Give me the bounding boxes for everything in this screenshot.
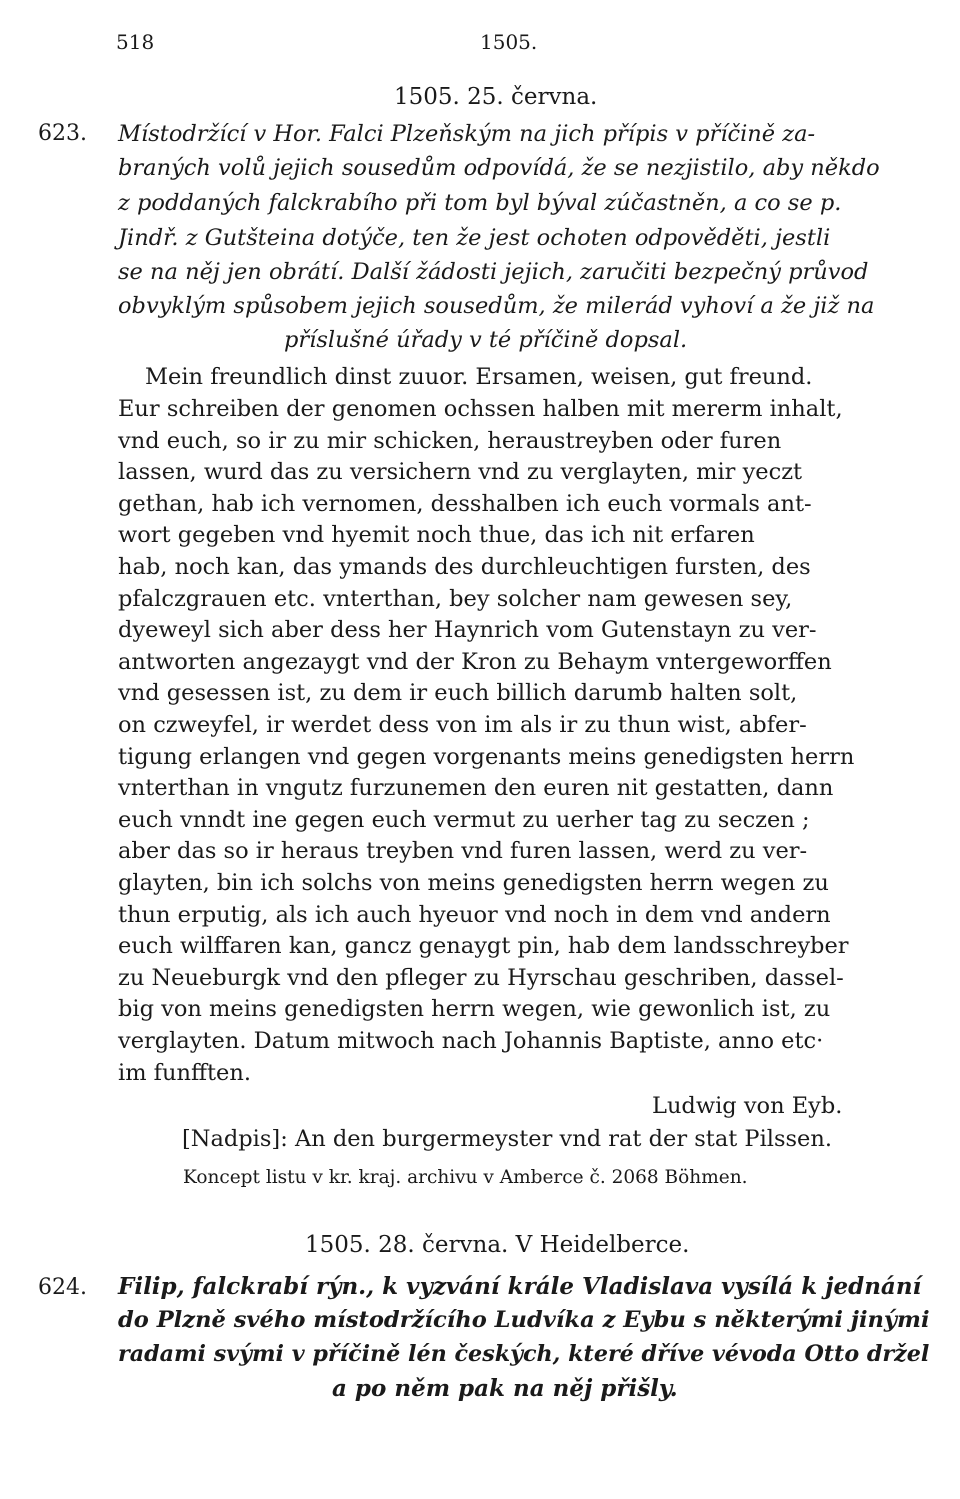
source-note: Koncept listu v kr. kraj. archivu v Amberce č. 2068 Böhmen. bbox=[183, 1167, 748, 1188]
letter-line: pfalczgrauen etc. vnterthan, bey solcher nam gewesen sey, bbox=[118, 586, 793, 612]
letter-line: euch wilffaren kan, gancz genaygt pin, hab dem landsschreyber bbox=[118, 933, 849, 959]
summary-line: se na něj jen obrátí. Další žádosti jejich, zaručiti bezpečný průvod bbox=[118, 259, 869, 285]
letter-line: lassen, wurd das zu versichern vnd zu verglayten, mir yeczt bbox=[118, 459, 803, 485]
entry-623-date: 1505. 25. června. bbox=[394, 84, 598, 110]
summary-line: a po něm pak na něj přišly. bbox=[332, 1375, 678, 1402]
letter-line: vnterthan in vngutz furzunemen den euren nit gestatten, dann bbox=[118, 775, 834, 801]
summary-line: Filip, falckrabí rýn., k vyzvání krále Vladislava vysílá k jednání bbox=[118, 1273, 922, 1300]
letter-line: im funfften. bbox=[118, 1060, 251, 1086]
page-number: 518 bbox=[116, 30, 155, 54]
letter-line: vnd gesessen ist, zu dem ir euch billich darumb halten solt, bbox=[118, 680, 798, 706]
letter-line: gethan, hab ich vernomen, desshalben ich euch vormals ant- bbox=[118, 491, 812, 517]
letter-line: euch vnndt ine gegen euch vermut zu uerher tag zu seczen ; bbox=[118, 807, 810, 833]
running-head: 1505. bbox=[480, 30, 538, 54]
letter-line: antworten angezaygt vnd der Kron zu Behaym vntergeworffen bbox=[118, 649, 832, 675]
letter-line: vnd euch, so ir zu mir schicken, heraustreyben oder furen bbox=[118, 428, 782, 454]
letter-line: hab, noch kan, das ymands des durchleuchtigen fursten, des bbox=[118, 554, 811, 580]
entry-623-number: 623. bbox=[38, 121, 87, 146]
letter-line: zu Neueburgk vnd den pfleger zu Hyrschau geschriben, dassel- bbox=[118, 965, 844, 991]
signature: Ludwig von Eyb. bbox=[652, 1093, 843, 1119]
letter-line: glayten, bin ich solchs von meins genedigsten herrn wegen zu bbox=[118, 870, 829, 896]
summary-line: Jindř. z Gutšteina dotýče, ten že jest ochoten odpověděti, jestli bbox=[118, 225, 831, 251]
letter-line: Eur schreiben der genomen ochssen halben mit mererm inhalt, bbox=[118, 396, 843, 422]
summary-line: Místodržící v Hor. Falci Plzeňským na jich přípis v příčině za- bbox=[118, 121, 816, 147]
summary-line: obvyklým spůsobem jejich sousedům, že milerád vyhoví a že již na bbox=[118, 293, 875, 319]
entry-624-date: 1505. 28. června. V Heidelberce. bbox=[305, 1232, 690, 1258]
letter-line: wort gegeben vnd hyemit noch thue, das ich nit erfaren bbox=[118, 522, 755, 548]
letter-line: aber das so ir heraus treyben vnd furen lassen, werd zu ver- bbox=[118, 838, 808, 864]
letter-line: big von meins genedigsten herrn wegen, wie gewonlich ist, zu bbox=[118, 996, 831, 1022]
summary-line: z poddaných falckrabího při tom byl býval zúčastněn, a co se p. bbox=[118, 190, 842, 216]
summary-line: braných volů jejich sousedům odpovídá, že se nezjistilo, aby někdo bbox=[118, 155, 880, 181]
letter-line: on czweyfel, ir werdet dess von im als ir zu thun wist, abfer- bbox=[118, 712, 807, 738]
letter-line: dyeweyl sich aber dess her Haynrich vom Gutenstayn zu ver- bbox=[118, 617, 817, 643]
letter-line: thun erputig, als ich auch hyeuor vnd noch in dem vnd andern bbox=[118, 902, 831, 928]
letter-line: tigung erlangen vnd gegen vorgenants meins genedigsten herrn bbox=[118, 744, 855, 770]
letter-line: verglayten. Datum mitwoch nach Johannis Baptiste, anno etc· bbox=[118, 1028, 824, 1054]
summary-line: příslušné úřady v té příčině dopsal. bbox=[284, 327, 688, 353]
summary-line: do Plzně svého místodržícího Ludvíka z Eybu s některými jinými bbox=[118, 1307, 930, 1333]
letter-line: Mein freundlich dinst zuuor. Ersamen, weisen, gut freund. bbox=[145, 364, 813, 390]
summary-line: radami svými v příčině lén českých, které dříve vévoda Otto držel bbox=[118, 1341, 930, 1367]
address-note: [Nadpis]: An den burgermeyster vnd rat der stat Pilssen. bbox=[182, 1126, 833, 1152]
entry-624-number: 624. bbox=[38, 1275, 87, 1300]
